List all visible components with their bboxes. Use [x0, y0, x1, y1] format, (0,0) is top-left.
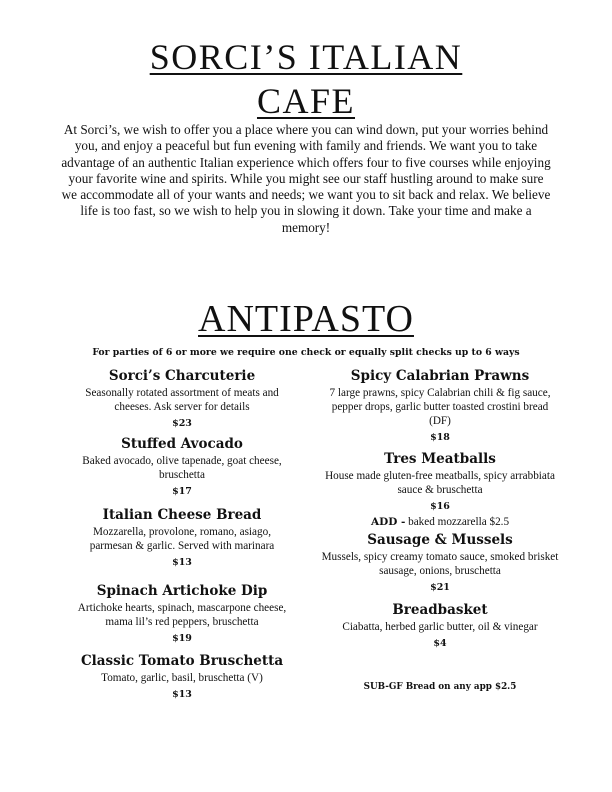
item-price: $18 — [430, 432, 450, 443]
menu-item — [320, 450, 560, 529]
menu-item — [320, 367, 560, 444]
item-price: $13 — [172, 557, 192, 568]
item-name: Stuffed Avocado — [121, 436, 243, 452]
menu-item — [72, 582, 292, 645]
menu-item — [72, 652, 292, 701]
menu-item — [72, 506, 292, 569]
item-addon — [320, 515, 560, 529]
item-name: Classic Tomato Bruschetta — [80, 653, 284, 669]
party-policy-note: For parties of 6 or more we require one check or equally split checks up to 6 ways — [92, 347, 520, 358]
section-title: ANTIPASTO — [198, 298, 414, 340]
item-name: Tres Meatballs — [384, 451, 496, 467]
item-name: Sausage & Mussels — [367, 532, 513, 548]
menu-item — [72, 367, 292, 430]
menu-item — [320, 531, 560, 594]
item-price: $16 — [430, 501, 450, 512]
item-description: Mozzarella, provolone, romano, asiago, parmesan & garlic. Served with marinara — [89, 526, 275, 552]
menu-item — [320, 601, 560, 650]
addon-text: baked mozzarella $2.5 — [405, 516, 510, 528]
item-name: Spinach Artichoke Dip — [96, 583, 268, 599]
item-description: Artichoke hearts, spinach, mascarpone cheese, mama lil’s red peppers, bruschetta — [77, 602, 287, 628]
item-price: $19 — [172, 633, 192, 644]
intro-paragraph: At Sorci’s, we wish to offer you a place where you can wind down, put your worries behind you, and enjoy a peaceful but fun evening with family and friends. We want you to take advantage of an authentic Italian experience which offers four to five courses while enjoying your favorite wine and spirits. While you might see our staff hustling around to make sure we accommodate all of your wants and needs; we want you to sit back and relax. We believe life is too fast, so we wish to help you in slowing it down. Take your time and make a memory! — [61, 122, 551, 235]
item-price: $4 — [433, 638, 447, 649]
item-name: Sorci’s Charcuterie — [108, 368, 256, 384]
item-description: Baked avocado, olive tapenade, goat cheese, bruschetta — [82, 455, 282, 481]
item-price: $13 — [172, 689, 192, 700]
restaurant-name-line2: CAFE — [256, 81, 356, 121]
item-description: Tomato, garlic, basil, bruschetta (V) — [101, 672, 263, 684]
item-price: $21 — [430, 582, 450, 593]
addon-label: ADD - — [370, 516, 406, 528]
item-name: Breadbasket — [392, 602, 488, 618]
item-description: Seasonally rotated assortment of meats and cheeses. Ask server for details — [85, 387, 279, 413]
item-description: Ciabatta, herbed garlic butter, oil & vinegar — [342, 621, 538, 633]
restaurant-name-line1: SORCI’S ITALIAN — [149, 37, 463, 77]
menu-item — [72, 435, 292, 498]
item-name: Italian Cheese Bread — [102, 507, 262, 523]
item-description: 7 large prawns, spicy Calabrian chili & fig sauce, pepper drops, garlic butter toasted crostini bread (DF) — [329, 387, 551, 427]
item-price: $23 — [172, 418, 192, 429]
item-price: $17 — [172, 486, 192, 497]
item-name: Spicy Calabrian Prawns — [350, 368, 530, 384]
item-description: Mussels, spicy creamy tomato sauce, smoked brisket sausage, onions, bruschetta — [321, 551, 559, 577]
item-description: House made gluten-free meatballs, spicy arrabbiata sauce & bruschetta — [325, 470, 555, 496]
gluten-free-substitution-note: SUB-GF Bread on any app $2.5 — [363, 682, 517, 692]
